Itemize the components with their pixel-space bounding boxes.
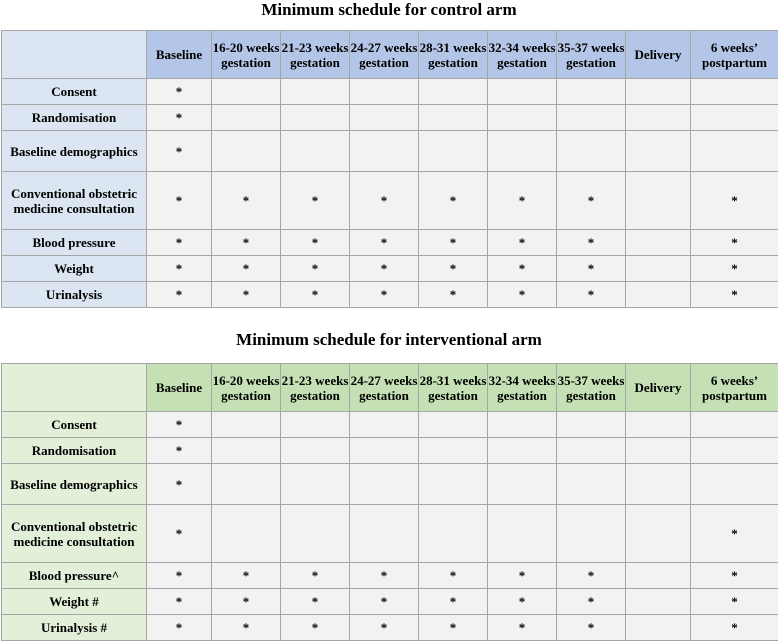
control-schedule-cell: *	[488, 172, 557, 230]
control-schedule-cell	[419, 131, 488, 172]
control-schedule-cell: *	[212, 282, 281, 308]
control-schedule-cell: *	[419, 230, 488, 256]
interventional-schedule-cell	[488, 438, 557, 464]
interventional-schedule-cell	[557, 438, 626, 464]
control-schedule-cell: *	[147, 230, 212, 256]
interventional-schedule-cell	[626, 438, 691, 464]
interventional-schedule-cell: *	[281, 563, 350, 589]
control-table-row	[2, 282, 778, 308]
control-schedule-cell: *	[281, 230, 350, 256]
interventional-row-label: Randomisation	[2, 438, 147, 464]
control-column-header: Baseline	[147, 31, 212, 79]
interventional-schedule-cell	[281, 438, 350, 464]
control-schedule-cell: *	[350, 230, 419, 256]
interventional-schedule-cell	[626, 563, 691, 589]
interventional-row-label: Urinalysis #	[2, 615, 147, 641]
interventional-table-row	[2, 412, 778, 438]
interventional-table-row	[2, 438, 778, 464]
control-column-header: 21-23 weeks gestation	[281, 31, 350, 79]
control-row-label: Baseline demographics	[2, 131, 147, 172]
interventional-schedule-cell: *	[212, 615, 281, 641]
interventional-schedule-cell	[350, 438, 419, 464]
control-schedule-cell	[488, 105, 557, 131]
control-column-header: 6 weeks’ postpartum	[691, 31, 778, 79]
control-schedule-cell: *	[147, 282, 212, 308]
interventional-schedule-cell: *	[488, 563, 557, 589]
interventional-schedule-cell	[557, 505, 626, 563]
interventional-row-label: Baseline demographics	[2, 464, 147, 505]
control-schedule-cell	[691, 131, 778, 172]
interventional-schedule-cell: *	[419, 589, 488, 615]
control-schedule-cell	[557, 79, 626, 105]
control-row-label: Weight	[2, 256, 147, 282]
interventional-schedule-cell	[626, 615, 691, 641]
control-schedule-cell: *	[212, 230, 281, 256]
interventional-schedule-cell: *	[350, 615, 419, 641]
interventional-row-label: Weight #	[2, 589, 147, 615]
control-schedule-cell	[557, 105, 626, 131]
interventional-schedule-cell	[350, 464, 419, 505]
control-table-row	[2, 131, 778, 172]
control-schedule-cell	[691, 105, 778, 131]
interventional-schedule-cell	[419, 505, 488, 563]
interventional-schedule-cell: *	[691, 589, 778, 615]
interventional-schedule-cell: *	[350, 563, 419, 589]
control-row-label: Conventional obstetric medicine consultation	[2, 172, 147, 230]
interventional-schedule-cell	[212, 464, 281, 505]
control-schedule-cell: *	[350, 282, 419, 308]
interventional-schedule-cell	[557, 412, 626, 438]
interventional-schedule-cell	[419, 438, 488, 464]
control-schedule-cell: *	[419, 256, 488, 282]
control-schedule-cell	[419, 79, 488, 105]
control-schedule-cell	[281, 105, 350, 131]
interventional-schedule-cell: *	[281, 589, 350, 615]
interventional-table-row	[2, 615, 778, 641]
control-row-label: Consent	[2, 79, 147, 105]
control-schedule-cell: *	[147, 256, 212, 282]
control-column-header: 16-20 weeks gestation	[212, 31, 281, 79]
control-schedule-cell: *	[557, 172, 626, 230]
interventional-schedule-cell: *	[281, 615, 350, 641]
control-schedule-cell: *	[350, 172, 419, 230]
interventional-corner-cell	[2, 364, 147, 412]
interventional-schedule-cell: *	[488, 589, 557, 615]
interventional-schedule-cell	[281, 464, 350, 505]
interventional-table-row	[2, 464, 778, 505]
interventional-schedule-cell: *	[691, 615, 778, 641]
interventional-column-header: 16-20 weeks gestation	[212, 364, 281, 412]
interventional-schedule-cell: *	[488, 615, 557, 641]
control-schedule-cell: *	[212, 172, 281, 230]
interventional-schedule-cell	[212, 412, 281, 438]
control-schedule-cell	[281, 79, 350, 105]
control-column-header: 24-27 weeks gestation	[350, 31, 419, 79]
control-schedule-cell: *	[691, 172, 778, 230]
control-row-label: Urinalysis	[2, 282, 147, 308]
interventional-row-label: Blood pressure^	[2, 563, 147, 589]
interventional-column-header: 24-27 weeks gestation	[350, 364, 419, 412]
interventional-column-header: 28-31 weeks gestation	[419, 364, 488, 412]
control-column-header: 35-37 weeks gestation	[557, 31, 626, 79]
interventional-schedule-cell	[212, 438, 281, 464]
control-schedule-cell	[626, 282, 691, 308]
control-table-row	[2, 172, 778, 230]
interventional-schedule-cell	[626, 464, 691, 505]
control-schedule-cell: *	[147, 131, 212, 172]
control-corner-cell	[2, 31, 147, 79]
control-schedule-cell	[626, 172, 691, 230]
control-schedule-cell	[626, 105, 691, 131]
control-column-header: Delivery	[626, 31, 691, 79]
interventional-schedule-cell: *	[557, 563, 626, 589]
interventional-schedule-cell: *	[691, 563, 778, 589]
control-schedule-cell: *	[281, 172, 350, 230]
control-table-row	[2, 105, 778, 131]
control-column-header: 32-34 weeks gestation	[488, 31, 557, 79]
interventional-column-header: 32-34 weeks gestation	[488, 364, 557, 412]
interventional-schedule-cell	[488, 412, 557, 438]
control-row-label: Randomisation	[2, 105, 147, 131]
interventional-schedule-cell	[626, 505, 691, 563]
interventional-schedule-cell	[281, 412, 350, 438]
control-schedule-cell	[626, 256, 691, 282]
control-schedule-cell: *	[281, 282, 350, 308]
control-arm-title: Minimum schedule for control arm	[261, 0, 517, 19]
control-schedule-cell: *	[147, 172, 212, 230]
control-schedule-cell: *	[488, 230, 557, 256]
control-table-row	[2, 79, 778, 105]
interventional-schedule-cell: *	[212, 589, 281, 615]
interventional-schedule-cell: *	[147, 464, 212, 505]
interventional-schedule-cell: *	[147, 505, 212, 563]
interventional-schedule-cell: *	[147, 615, 212, 641]
control-arm-schedule-table	[1, 30, 778, 308]
control-schedule-cell: *	[691, 282, 778, 308]
control-schedule-cell	[626, 131, 691, 172]
interventional-schedule-cell	[350, 505, 419, 563]
interventional-schedule-cell: *	[212, 563, 281, 589]
control-schedule-cell: *	[557, 230, 626, 256]
control-schedule-cell	[488, 131, 557, 172]
control-schedule-cell: *	[419, 282, 488, 308]
control-row-label: Blood pressure	[2, 230, 147, 256]
control-table-row	[2, 230, 778, 256]
interventional-arm-schedule-table	[1, 363, 778, 641]
interventional-schedule-cell: *	[557, 615, 626, 641]
control-schedule-cell: *	[557, 282, 626, 308]
interventional-schedule-cell: *	[147, 438, 212, 464]
control-schedule-cell	[350, 79, 419, 105]
control-schedule-cell	[350, 105, 419, 131]
interventional-table-row	[2, 505, 778, 563]
interventional-column-header: Delivery	[626, 364, 691, 412]
interventional-schedule-cell: *	[419, 563, 488, 589]
control-schedule-cell	[281, 131, 350, 172]
interventional-schedule-cell	[419, 412, 488, 438]
control-schedule-cell	[626, 79, 691, 105]
control-schedule-cell	[691, 79, 778, 105]
interventional-schedule-cell: *	[557, 589, 626, 615]
interventional-table-row	[2, 589, 778, 615]
interventional-schedule-cell	[488, 464, 557, 505]
control-schedule-cell	[419, 105, 488, 131]
control-schedule-cell: *	[350, 256, 419, 282]
interventional-schedule-cell	[488, 505, 557, 563]
interventional-column-header: 21-23 weeks gestation	[281, 364, 350, 412]
control-schedule-cell: *	[147, 79, 212, 105]
control-schedule-cell	[626, 230, 691, 256]
interventional-column-header: 35-37 weeks gestation	[557, 364, 626, 412]
control-table-row	[2, 256, 778, 282]
interventional-schedule-cell	[691, 412, 778, 438]
control-schedule-cell: *	[281, 256, 350, 282]
interventional-schedule-cell: *	[350, 589, 419, 615]
interventional-schedule-cell	[557, 464, 626, 505]
interventional-arm-title: Minimum schedule for interventional arm	[236, 330, 542, 349]
control-schedule-cell	[557, 131, 626, 172]
interventional-table-row	[2, 563, 778, 589]
interventional-column-header: Baseline	[147, 364, 212, 412]
interventional-schedule-cell	[691, 438, 778, 464]
control-schedule-cell	[212, 79, 281, 105]
interventional-schedule-cell	[281, 505, 350, 563]
control-schedule-cell: *	[212, 256, 281, 282]
interventional-schedule-cell: *	[147, 589, 212, 615]
interventional-schedule-cell	[626, 589, 691, 615]
control-schedule-cell	[212, 105, 281, 131]
control-schedule-cell: *	[147, 105, 212, 131]
control-schedule-cell: *	[557, 256, 626, 282]
control-schedule-cell	[488, 79, 557, 105]
interventional-row-label: Consent	[2, 412, 147, 438]
interventional-column-header: 6 weeks’ postpartum	[691, 364, 778, 412]
control-schedule-cell: *	[488, 282, 557, 308]
control-schedule-cell: *	[691, 256, 778, 282]
control-schedule-cell: *	[691, 230, 778, 256]
interventional-schedule-cell	[350, 412, 419, 438]
interventional-schedule-cell	[212, 505, 281, 563]
interventional-schedule-cell	[691, 464, 778, 505]
interventional-row-label: Conventional obstetric medicine consultation	[2, 505, 147, 563]
interventional-schedule-cell: *	[147, 563, 212, 589]
interventional-schedule-cell: *	[147, 412, 212, 438]
control-schedule-cell: *	[488, 256, 557, 282]
control-schedule-cell	[350, 131, 419, 172]
control-column-header: 28-31 weeks gestation	[419, 31, 488, 79]
interventional-schedule-cell	[626, 412, 691, 438]
interventional-schedule-cell: *	[419, 615, 488, 641]
control-schedule-cell: *	[419, 172, 488, 230]
interventional-schedule-cell: *	[691, 505, 778, 563]
interventional-schedule-cell	[419, 464, 488, 505]
control-schedule-cell	[212, 131, 281, 172]
